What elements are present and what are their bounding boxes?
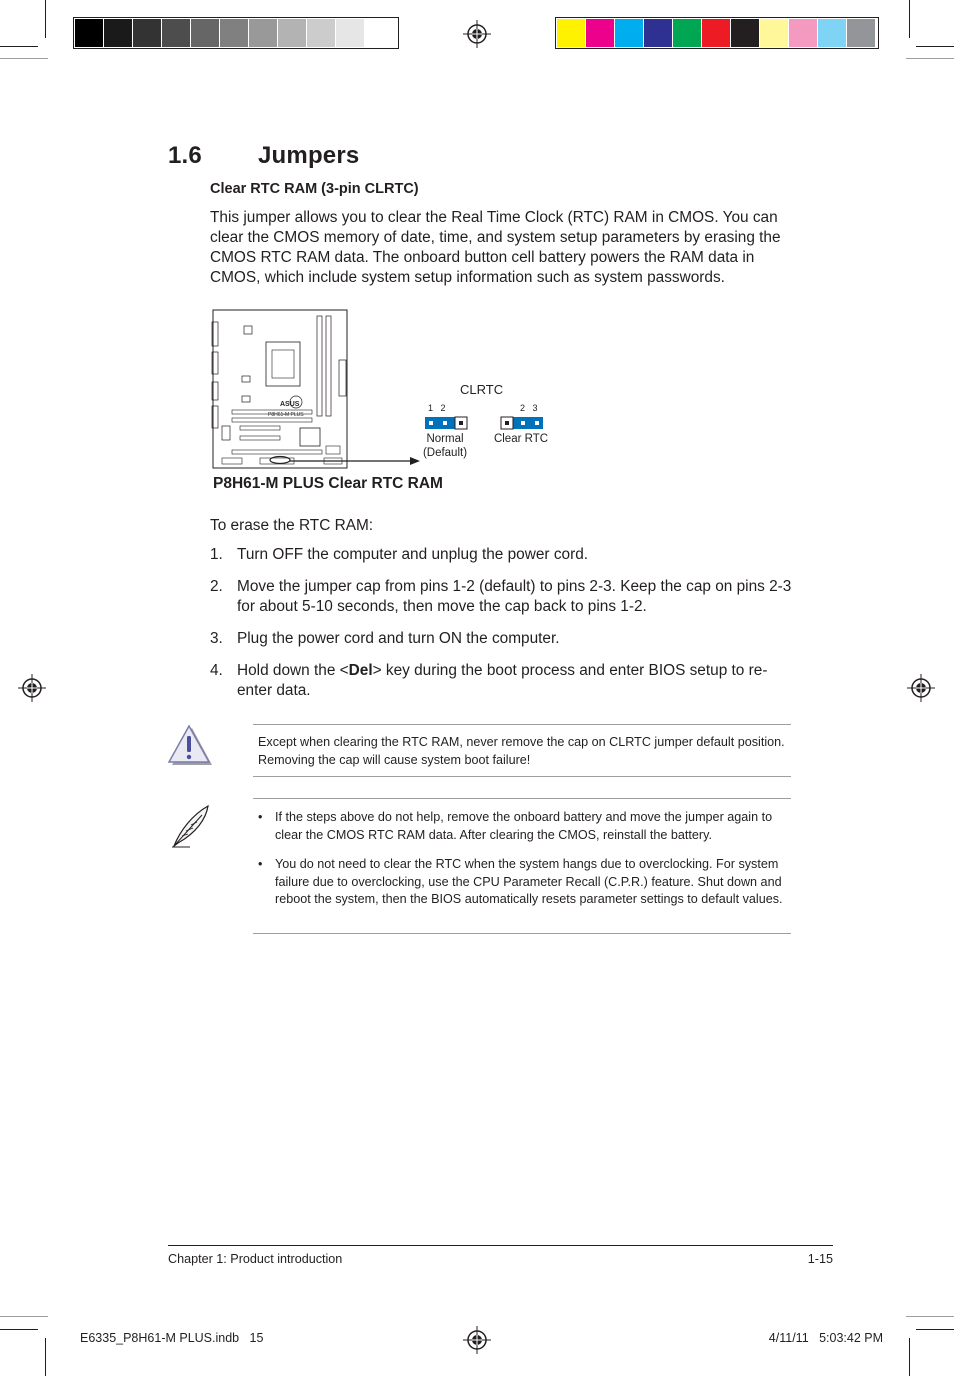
step-number: 3. (210, 630, 223, 647)
color-swatch (365, 19, 393, 47)
color-swatch (191, 19, 219, 47)
note-bullet-2 (258, 856, 793, 909)
normal-pin-numbers: 1 2 (428, 403, 446, 413)
registration-mark-icon (463, 1326, 491, 1354)
board-model-silkscreen: P8H61-M PLUS (268, 412, 304, 418)
step-4 (210, 661, 795, 701)
registration-mark-icon (907, 674, 935, 702)
board-outline (213, 310, 347, 468)
slug-datetime: 4/11/11 5:03:42 PM (768, 1331, 883, 1345)
step-1 (210, 545, 795, 565)
warning-rule-top (253, 724, 791, 725)
feather-pen-icon (166, 803, 214, 849)
color-swatch (104, 19, 132, 47)
note-text: If the steps above do not help, remove the onboard battery and move the jumper again to clear the CMOS RTC RAM data. After clearing the CMOS, reinstall the battery. (275, 810, 773, 842)
crop-mark (916, 46, 954, 47)
color-swatch (278, 19, 306, 47)
step-number: 4. (210, 662, 223, 679)
color-swatch (615, 19, 643, 47)
clear-caption: Clear RTC (493, 433, 549, 445)
color-swatch (644, 19, 672, 47)
crop-mark (0, 1316, 48, 1317)
color-swatch (586, 19, 614, 47)
intro-paragraph: This jumper allows you to clear the Real Time Clock (RTC) RAM in CMOS. You can clear the CMOS memory of date, time, and system setup parameters by erasing the CMOS RTC RAM data. The onboard button cell battery powers the RAM data in CMOS, which include system setup information such as system passwords. (210, 209, 781, 286)
color-swatch (220, 19, 248, 47)
warning-rule-bottom (253, 776, 791, 777)
note-bullet-1 (258, 809, 793, 844)
color-swatch (557, 19, 585, 47)
crop-mark (45, 1338, 46, 1376)
step-2 (210, 577, 795, 617)
crop-mark (916, 1329, 954, 1330)
color-swatch (731, 19, 759, 47)
slug-filename: E6335_P8H61-M PLUS.indb 15 (80, 1331, 264, 1345)
normal-sub-caption: (Default) (422, 447, 468, 459)
crop-mark (0, 1329, 38, 1330)
subheading: Clear RTC RAM (3-pin CLRTC) (210, 181, 419, 197)
jumper-normal (425, 417, 467, 429)
footer-chapter: Chapter 1: Product introduction (168, 1252, 343, 1266)
normal-caption: Normal (426, 433, 464, 445)
color-swatch (133, 19, 161, 47)
registration-mark-icon (463, 20, 491, 48)
color-swatch (818, 19, 846, 47)
jumper-label: CLRTC (460, 382, 504, 397)
color-swatch (673, 19, 701, 47)
section-heading (168, 142, 359, 170)
step-number: 2. (210, 578, 223, 595)
color-swatch (249, 19, 277, 47)
crop-mark (906, 58, 954, 59)
color-swatch (336, 19, 364, 47)
page-number: 1-15 (807, 1252, 833, 1266)
section-number: 1.6 (168, 142, 202, 169)
del-key: Del (348, 662, 373, 679)
crop-mark (0, 58, 48, 59)
section-title: Jumpers (258, 142, 360, 169)
color-swatch (847, 19, 875, 47)
color-swatch (307, 19, 335, 47)
crop-mark (909, 1338, 910, 1376)
color-swatch (162, 19, 190, 47)
step-text: Turn OFF the computer and unplug the power cord. (237, 546, 589, 563)
footer-rule (168, 1245, 833, 1246)
crop-mark (909, 0, 910, 38)
clear-pin-numbers: 2 3 (520, 403, 538, 413)
step-text: Plug the power cord and turn ON the computer. (237, 630, 560, 647)
step-3 (210, 629, 795, 649)
erase-intro: To erase the RTC RAM: (210, 517, 374, 534)
crop-mark (0, 46, 38, 47)
step-text: Move the jumper cap from pins 1-2 (default) to pins 2-3. Keep the cap on pins 2-3 for about 5-10 seconds, then move the cap back to pins 1-2. (237, 578, 792, 615)
bullet-dot: • (258, 857, 263, 871)
note-text: You do not need to clear the RTC when the system hangs due to overclocking. For system failure due to overclocking, use the CPU Parameter Recall (C.P.R.) feature. Shut down and reboot the system, then the BIOS automatically resets parameter settings to default values. (275, 857, 783, 906)
note-rule-top (253, 798, 791, 799)
figure-caption: P8H61-M PLUS Clear RTC RAM (213, 475, 443, 492)
registration-mark-icon (18, 674, 46, 702)
bullet-dot: • (258, 810, 263, 824)
step-number: 1. (210, 546, 223, 563)
motherboard-diagram (200, 300, 570, 475)
warning-triangle-icon (166, 724, 214, 768)
crop-mark (906, 1316, 954, 1317)
note-rule-bottom (253, 933, 791, 934)
color-swatch (702, 19, 730, 47)
color-swatch (760, 19, 788, 47)
jumper-clear (501, 417, 543, 429)
color-swatch (75, 19, 103, 47)
warning-text: Except when clearing the RTC RAM, never remove the cap on CLRTC jumper default position. Removing the cap will cause system boot failure! (258, 735, 785, 767)
step-text: Hold down the <Del> key during the boot process and enter BIOS setup to re-enter data. (237, 662, 768, 699)
board-logo: ASUS (280, 401, 300, 408)
crop-mark (45, 0, 46, 38)
color-swatch (789, 19, 817, 47)
